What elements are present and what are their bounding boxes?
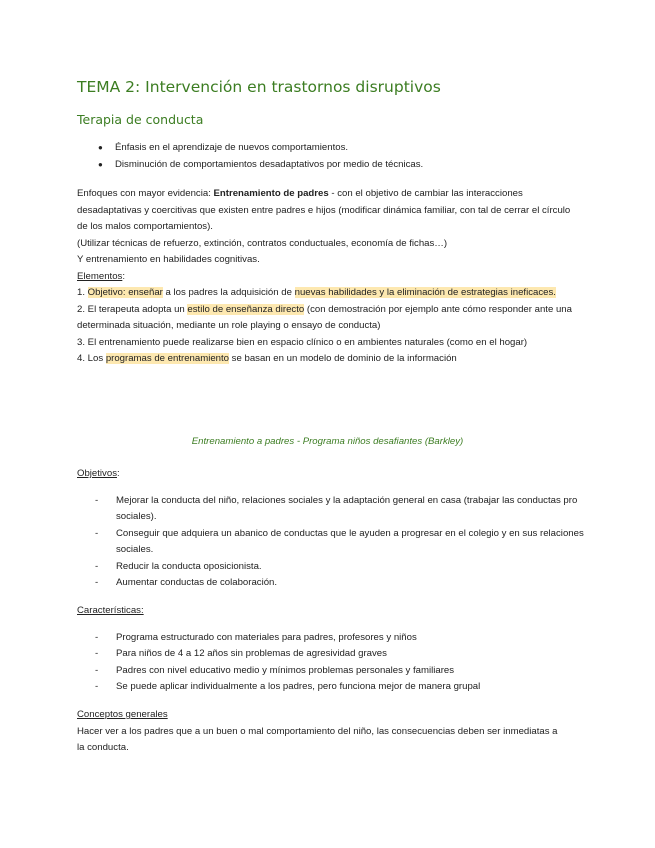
elementos-label: Elementos: [77,270,125,282]
list-item: - Para niños de 4 a 12 años sin problemas de agresividad graves [95,648,387,659]
list-item: - Programa estructurado con materiales para padres, profesores y niños [95,631,417,643]
elemento-item-2: 2. El terapeuta adopta un estilo de enseñanza directo (con demostración por ejemplo ante cómo responder ante una determinada situación, mediante un role playing o ensayo de conducta) [77,303,572,331]
elemento-item-4: 4. Los programas de entrenamiento se basan en un modelo de dominio de la información [77,353,457,364]
conceptos-text: Hacer ver a los padres que a un buen o mal comportamiento del niño, las consecuencias deben ser inmediatas a la conducta. [77,725,558,753]
caracteristicas-section [77,603,586,696]
elemento-item-3: 3. El entrenamiento puede realizarse bien en espacio clínico o en ambientes naturales (como en el hogar) [77,336,528,348]
list-item: - Mejorar la conducta del niño, relaciones sociales y la adaptación general en casa (trabajar las conductas pro sociales). [95,494,578,522]
intro-block [77,186,577,368]
objetivos-section [77,466,586,592]
bullet-dot-icon: ● [98,159,103,169]
conceptos-section [77,707,567,757]
bullet-item: ● Énfasis en el aprendizaje de nuevos comportamientos. [95,140,423,157]
intro-paren: (Utilizar técnicas de refuerzo, extinción, contratos conductuales, economía de fichas…) [77,237,448,249]
list-item: - Aumentar conductas de colaboración. [95,577,278,588]
list-item: - Conseguir que adquiera un abanico de conductas que le ayuden a progresar en el colegio y en sus relaciones sociales. [95,527,584,555]
conceptos-label: Conceptos generales [77,709,168,720]
list-item: - Se puede aplicar individualmente a los padres, pero funciona mejor de manera grupal [95,681,481,692]
intro-paragraph: Enfoques con mayor evidencia: Entrenamiento de padres - con el objetivo de cambiar las interacciones desadaptativas y coercitivas que existen entre padres e hijos (modificar dinámica familiar, con tal de cerrar el círculo de los malos comportamientos). [77,188,571,232]
caracteristicas-list [77,630,586,696]
program-heading: Entrenamiento a padres - Programa niños desafiantes (Barkley) [191,436,464,447]
intro-cognitive: Y entrenamiento en habilidades cognitivas. [77,254,260,265]
bullet-list [95,140,423,173]
bullet-item: ● Disminución de comportamientos desadaptativos por medio de técnicas. [95,157,423,174]
objetivos-label: Objetivos: [77,468,120,479]
elemento-item-1: 1. Objetivo: enseñar a los padres la adquisición de nuevas habilidades y la eliminación de estrategias ineficaces. [77,287,556,298]
list-item: - Reducir la conducta oposicionista. [95,560,262,572]
list-item: - Padres con nivel educativo medio y mínimos problemas personales y familiares [95,664,455,676]
objetivos-list [77,493,586,592]
caracteristicas-label: Características: [77,605,144,616]
page-title: TEMA 2: Intervención en trastornos disruptivos [77,78,441,96]
section-subtitle: Terapia de conducta [77,112,204,127]
bullet-dot-icon: ● [98,143,103,152]
